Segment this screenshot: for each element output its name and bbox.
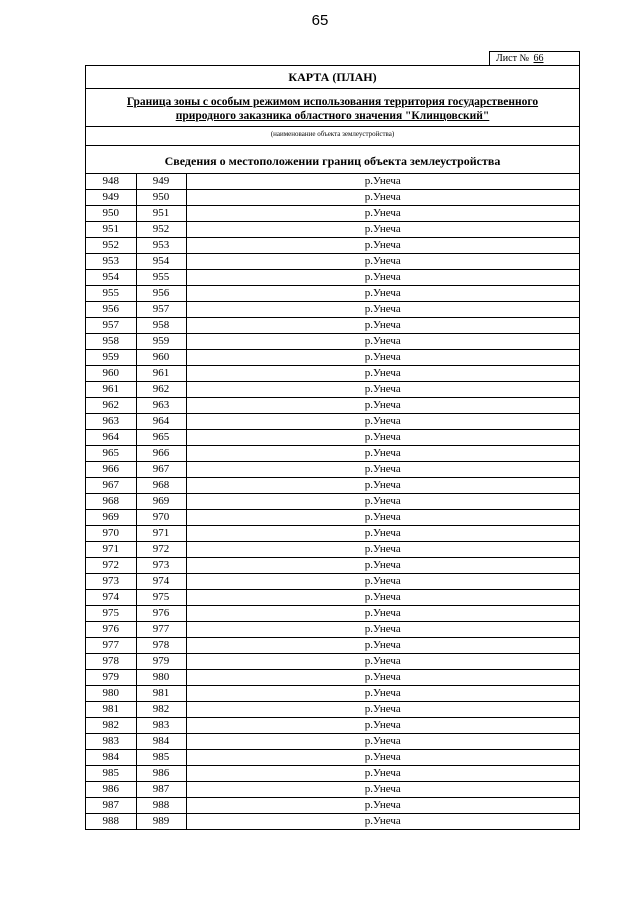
point-from: 961 xyxy=(86,382,136,398)
point-from: 980 xyxy=(86,686,136,702)
point-from: 966 xyxy=(86,462,136,478)
boundary-description: р.Унеча xyxy=(186,398,579,414)
boundary-description: р.Унеча xyxy=(186,382,579,398)
table-row xyxy=(86,318,579,334)
point-from: 964 xyxy=(86,430,136,446)
table-row xyxy=(86,686,579,702)
table-row xyxy=(86,782,579,798)
table-row xyxy=(86,334,579,350)
table-row xyxy=(86,718,579,734)
table-row xyxy=(86,542,579,558)
point-to: 963 xyxy=(136,398,186,414)
table-row xyxy=(86,734,579,750)
boundary-description: р.Унеча xyxy=(186,446,579,462)
boundary-description: р.Унеча xyxy=(186,414,579,430)
boundary-description: р.Унеча xyxy=(186,286,579,302)
table-row xyxy=(86,462,579,478)
point-from: 985 xyxy=(86,766,136,782)
boundary-description: р.Унеча xyxy=(186,718,579,734)
boundary-description: р.Унеча xyxy=(186,590,579,606)
boundary-description: р.Унеча xyxy=(186,254,579,270)
point-to: 970 xyxy=(136,510,186,526)
point-to: 954 xyxy=(136,254,186,270)
point-from: 982 xyxy=(86,718,136,734)
point-to: 977 xyxy=(136,622,186,638)
boundary-description: р.Унеча xyxy=(186,334,579,350)
boundary-description: р.Унеча xyxy=(186,302,579,318)
point-to: 959 xyxy=(136,334,186,350)
point-from: 950 xyxy=(86,206,136,222)
boundary-description: р.Унеча xyxy=(186,366,579,382)
point-from: 972 xyxy=(86,558,136,574)
point-from: 970 xyxy=(86,526,136,542)
point-to: 984 xyxy=(136,734,186,750)
table-row xyxy=(86,190,579,206)
table-row xyxy=(86,478,579,494)
point-to: 953 xyxy=(136,238,186,254)
boundary-description: р.Унеча xyxy=(186,622,579,638)
point-from: 959 xyxy=(86,350,136,366)
point-from: 978 xyxy=(86,654,136,670)
point-from: 973 xyxy=(86,574,136,590)
point-to: 989 xyxy=(136,814,186,830)
table-row xyxy=(86,174,579,190)
table-row xyxy=(86,606,579,622)
boundary-description: р.Унеча xyxy=(186,430,579,446)
table-row xyxy=(86,238,579,254)
sheet-label: Лист № xyxy=(496,53,529,64)
boundary-description: р.Унеча xyxy=(186,734,579,750)
boundary-description: р.Унеча xyxy=(186,462,579,478)
point-to: 955 xyxy=(136,270,186,286)
point-to: 969 xyxy=(136,494,186,510)
document-title: КАРТА (ПЛАН) xyxy=(86,66,579,89)
object-name: Граница зоны с особым режимом использования территория государственного природного заказника областного значения "Клинцовский" xyxy=(86,89,579,127)
point-to: 987 xyxy=(136,782,186,798)
point-from: 954 xyxy=(86,270,136,286)
boundary-description: р.Унеча xyxy=(186,750,579,766)
point-from: 976 xyxy=(86,622,136,638)
boundary-description: р.Унеча xyxy=(186,574,579,590)
table-row xyxy=(86,670,579,686)
point-to: 980 xyxy=(136,670,186,686)
point-to: 966 xyxy=(136,446,186,462)
boundary-description: р.Унеча xyxy=(186,206,579,222)
boundary-description: р.Унеча xyxy=(186,478,579,494)
point-to: 975 xyxy=(136,590,186,606)
point-from: 971 xyxy=(86,542,136,558)
table-row xyxy=(86,222,579,238)
point-to: 978 xyxy=(136,638,186,654)
point-from: 956 xyxy=(86,302,136,318)
boundary-description: р.Унеча xyxy=(186,494,579,510)
boundary-description: р.Унеча xyxy=(186,222,579,238)
point-to: 981 xyxy=(136,686,186,702)
point-to: 957 xyxy=(136,302,186,318)
boundary-description: р.Унеча xyxy=(186,766,579,782)
point-from: 963 xyxy=(86,414,136,430)
boundary-description: р.Унеча xyxy=(186,350,579,366)
boundary-table-body xyxy=(86,174,579,829)
table-row xyxy=(86,590,579,606)
point-from: 949 xyxy=(86,190,136,206)
point-to: 961 xyxy=(136,366,186,382)
table-row xyxy=(86,702,579,718)
point-from: 957 xyxy=(86,318,136,334)
boundary-description: р.Унеча xyxy=(186,270,579,286)
point-to: 985 xyxy=(136,750,186,766)
table-row xyxy=(86,302,579,318)
boundary-description: р.Унеча xyxy=(186,606,579,622)
point-to: 976 xyxy=(136,606,186,622)
point-from: 967 xyxy=(86,478,136,494)
boundary-description: р.Унеча xyxy=(186,238,579,254)
object-caption: (наименование объекта землеустройства) xyxy=(86,127,579,146)
point-from: 975 xyxy=(86,606,136,622)
boundary-table xyxy=(86,174,579,829)
point-to: 967 xyxy=(136,462,186,478)
point-to: 950 xyxy=(136,190,186,206)
point-from: 969 xyxy=(86,510,136,526)
point-to: 952 xyxy=(136,222,186,238)
point-to: 960 xyxy=(136,350,186,366)
table-row xyxy=(86,414,579,430)
sheet-number-box xyxy=(489,51,580,65)
table-row xyxy=(86,270,579,286)
point-from: 984 xyxy=(86,750,136,766)
table-row xyxy=(86,798,579,814)
point-from: 955 xyxy=(86,286,136,302)
point-to: 988 xyxy=(136,798,186,814)
table-row xyxy=(86,254,579,270)
point-to: 968 xyxy=(136,478,186,494)
point-to: 983 xyxy=(136,718,186,734)
point-to: 972 xyxy=(136,542,186,558)
table-row xyxy=(86,750,579,766)
boundary-description: р.Унеча xyxy=(186,542,579,558)
point-to: 949 xyxy=(136,174,186,190)
point-to: 956 xyxy=(136,286,186,302)
boundary-description: р.Унеча xyxy=(186,526,579,542)
table-row xyxy=(86,382,579,398)
point-from: 948 xyxy=(86,174,136,190)
boundary-description: р.Унеча xyxy=(186,190,579,206)
boundary-description: р.Унеча xyxy=(186,702,579,718)
point-from: 962 xyxy=(86,398,136,414)
boundary-description: р.Унеча xyxy=(186,782,579,798)
table-row xyxy=(86,814,579,830)
sheet-value: 66 xyxy=(533,53,544,64)
table-row xyxy=(86,398,579,414)
point-to: 973 xyxy=(136,558,186,574)
table-row xyxy=(86,366,579,382)
table-row xyxy=(86,206,579,222)
point-to: 951 xyxy=(136,206,186,222)
point-to: 974 xyxy=(136,574,186,590)
point-to: 962 xyxy=(136,382,186,398)
table-row xyxy=(86,654,579,670)
table-row xyxy=(86,558,579,574)
table-row xyxy=(86,622,579,638)
point-from: 974 xyxy=(86,590,136,606)
boundary-description: р.Унеча xyxy=(186,510,579,526)
point-to: 986 xyxy=(136,766,186,782)
boundary-description: р.Унеча xyxy=(186,318,579,334)
boundary-description: р.Унеча xyxy=(186,686,579,702)
boundary-description: р.Унеча xyxy=(186,558,579,574)
point-from: 952 xyxy=(86,238,136,254)
point-from: 986 xyxy=(86,782,136,798)
boundary-description: р.Унеча xyxy=(186,654,579,670)
point-from: 983 xyxy=(86,734,136,750)
point-to: 982 xyxy=(136,702,186,718)
table-row xyxy=(86,526,579,542)
point-from: 988 xyxy=(86,814,136,830)
table-row xyxy=(86,350,579,366)
point-to: 971 xyxy=(136,526,186,542)
boundary-description: р.Унеча xyxy=(186,174,579,190)
point-to: 979 xyxy=(136,654,186,670)
point-from: 960 xyxy=(86,366,136,382)
boundary-description: р.Унеча xyxy=(186,638,579,654)
point-from: 987 xyxy=(86,798,136,814)
table-row xyxy=(86,446,579,462)
section-title: Сведения о местоположении границ объекта землеустройства xyxy=(86,146,579,174)
boundary-description: р.Унеча xyxy=(364,815,401,827)
point-from: 968 xyxy=(86,494,136,510)
table-row xyxy=(86,574,579,590)
document-frame xyxy=(85,65,580,830)
table-row xyxy=(86,286,579,302)
point-from: 979 xyxy=(86,670,136,686)
table-row xyxy=(86,510,579,526)
point-to: 964 xyxy=(136,414,186,430)
table-row xyxy=(86,430,579,446)
point-from: 981 xyxy=(86,702,136,718)
point-from: 953 xyxy=(86,254,136,270)
point-to: 958 xyxy=(136,318,186,334)
page-number: 65 xyxy=(311,12,329,29)
point-from: 977 xyxy=(86,638,136,654)
table-row xyxy=(86,766,579,782)
table-row xyxy=(86,638,579,654)
point-to: 965 xyxy=(136,430,186,446)
point-from: 951 xyxy=(86,222,136,238)
boundary-description: р.Унеча xyxy=(186,798,579,814)
point-from: 965 xyxy=(86,446,136,462)
boundary-description: р.Унеча xyxy=(186,670,579,686)
point-from: 958 xyxy=(86,334,136,350)
table-row xyxy=(86,494,579,510)
